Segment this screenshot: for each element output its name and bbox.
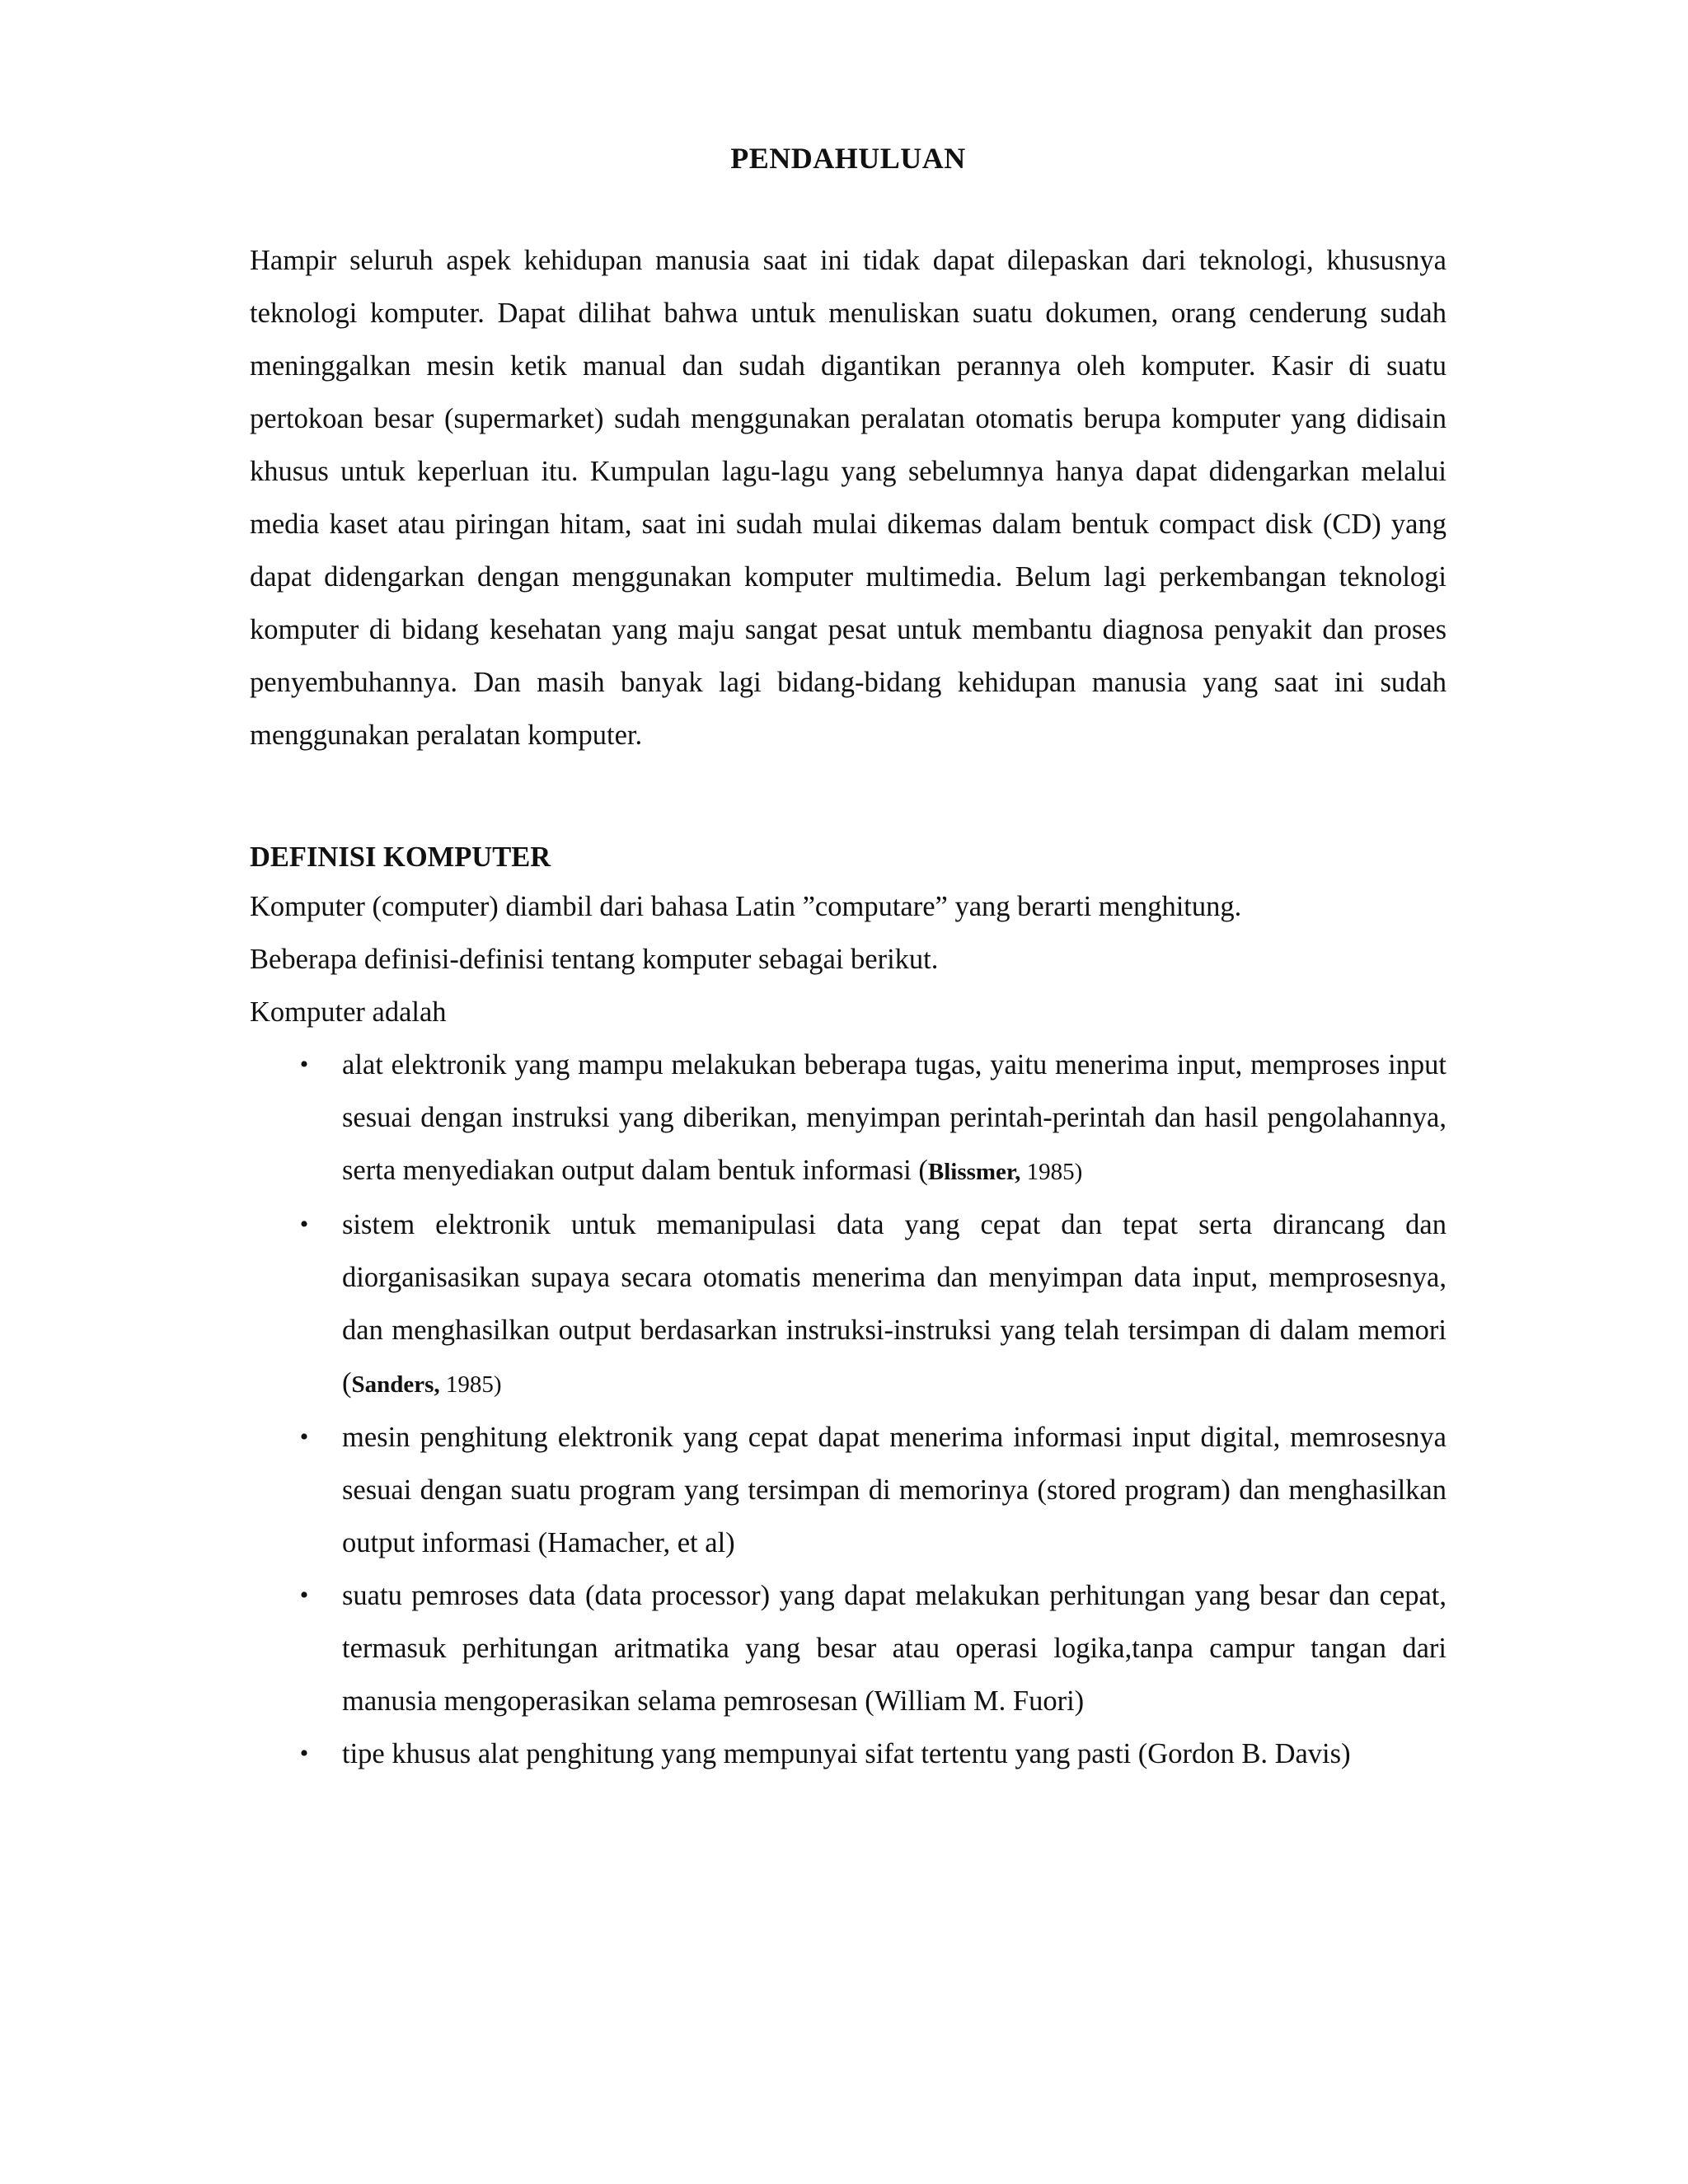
citation-author: Blissmer, (927, 1159, 1021, 1185)
definition-item-sanders (250, 1198, 1447, 1411)
bullet-icon: • (299, 1582, 309, 1609)
definition-text: alat elektronik yang mampu melakukan beberapa tugas, yaitu menerima input, memproses input sesuai dengan instruksi yang diberikan, menyimpan perintah-perintah dan hasil pengolahannya, serta menyediakan output dalam bentuk informasi ( (342, 1049, 1447, 1186)
definition-text: tipe khusus alat penghitung yang mempunyai sifat tertentu yang pasti (Gordon B. Davis) (342, 1738, 1351, 1769)
bullet-icon: • (299, 1211, 309, 1238)
document-page (250, 140, 1447, 1780)
bullet-icon: • (299, 1051, 309, 1078)
citation-year: 1985) (1020, 1159, 1083, 1185)
definition-item-fuori (250, 1569, 1447, 1727)
section-heading: DEFINISI KOMPUTER (250, 841, 551, 873)
definition-origin-line: Komputer (computer) diambil dari bahasa Latin ”computare” yang berarti menghitung. (250, 891, 1242, 922)
bullet-icon: • (299, 1740, 309, 1767)
bullet-icon: • (299, 1423, 309, 1451)
definition-item-blissmer (250, 1038, 1447, 1198)
definition-text: mesin penghitung elektronik yang cepat dapat menerima informasi input digital, memrosesnya sesuai dengan suatu program yang tersimpan di memorinya (stored program) dan menghasilkan output informasi (Hamacher, et al) (342, 1422, 1447, 1558)
page-title: PENDAHULUAN (730, 142, 966, 175)
intro-paragraph: Hampir seluruh aspek kehidupan manusia saat ini tidak dapat dilepaskan dari teknologi, khususnya teknologi komputer. Dapat dilihat bahwa untuk menuliskan suatu dokumen, orang cenderung sudah meninggalkan mesin ketik manual dan sudah digantikan perannya oleh komputer. Kasir di suatu pertokoan besar (supermarket) sudah menggunakan peralatan otomatis berupa komputer yang didisain khusus untuk keperluan itu. Kumpulan lagu-lagu yang sebelumnya hanya dapat didengarkan melalui media kaset atau piringan hitam, saat ini sudah mulai dikemas dalam bentuk compact disk (CD) yang dapat didengarkan dengan menggunakan komputer multimedia. Belum lagi perkembangan teknologi komputer di bidang kesehatan yang maju sangat pesat untuk membantu diagnosa penyakit dan proses penyembuhannya. Dan masih banyak lagi bidang-bidang kehidupan manusia yang saat ini sudah menggunakan peralatan komputer. (250, 245, 1447, 751)
komputer-adalah-line: Komputer adalah (250, 996, 447, 1028)
definitions-intro-line: Beberapa definisi-definisi tentang komputer sebagai berikut. (250, 944, 939, 975)
citation-year: 1985) (439, 1371, 502, 1398)
definition-text: sistem elektronik untuk memanipulasi data yang cepat dan tepat serta dirancang dan diorganisasikan supaya secara otomatis menerima dan menyimpan data input, memprosesnya, dan menghasilkan output berdasarkan instruksi-instruksi yang telah tersimpan di dalam memori ( (342, 1209, 1447, 1399)
citation-author: Sanders, (351, 1371, 440, 1398)
definition-item-hamacher (250, 1411, 1447, 1569)
definition-text: suatu pemroses data (data processor) yang dapat melakukan perhitungan yang besar dan cepat, termasuk perhitungan aritmatika yang besar atau operasi logika,tanpa campur tangan dari manusia mengoperasikan selama pemrosesan (William M. Fuori) (342, 1580, 1447, 1717)
definition-item-davis (250, 1727, 1447, 1780)
definition-list (250, 1038, 1447, 1780)
